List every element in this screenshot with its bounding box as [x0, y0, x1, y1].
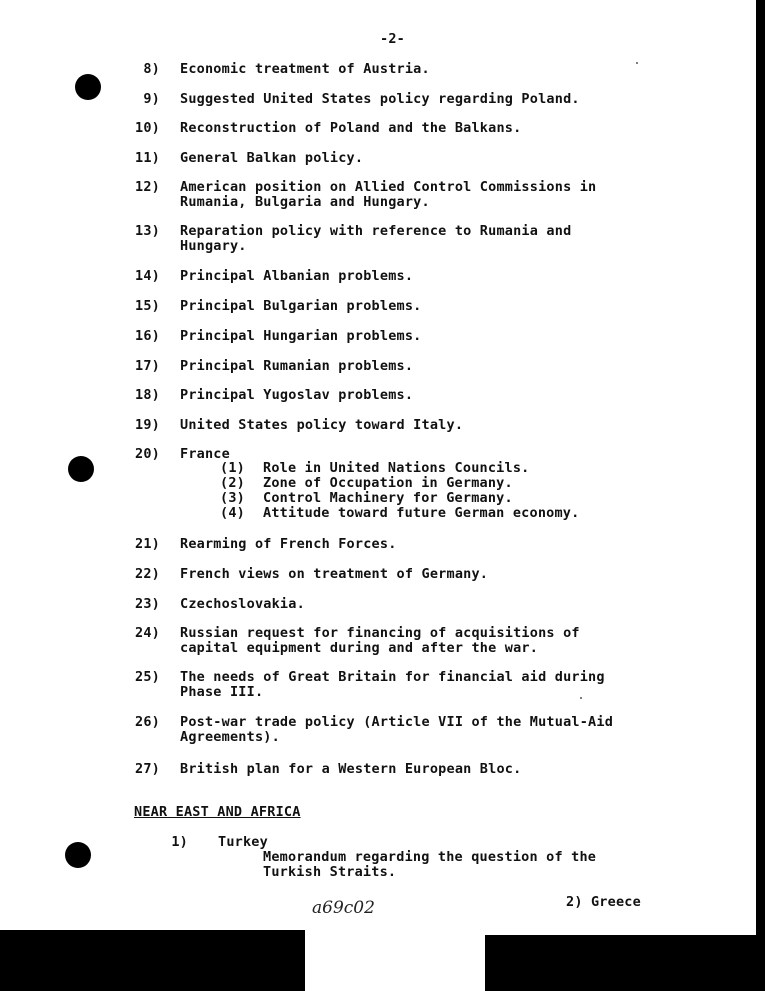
subitem-number: (3) — [220, 490, 245, 506]
item-number: 24) — [135, 625, 160, 641]
item-number: 9) — [143, 91, 160, 107]
scan-speck — [580, 697, 582, 699]
item-number: 11) — [135, 150, 160, 166]
punch-hole-bottom — [65, 842, 91, 868]
item-text: Principal Hungarian problems. — [180, 328, 422, 344]
subitem-number: (1) — [220, 460, 245, 476]
handwritten-note: a69c02 — [312, 898, 375, 918]
item-number: 25) — [135, 669, 160, 685]
near-east-item-title: Turkey — [218, 834, 268, 850]
item-number: 18) — [135, 387, 160, 403]
item-text: Post-war trade policy (Article VII of the Mutual-Aid — [180, 714, 614, 730]
item-number: 12) — [135, 179, 160, 195]
punch-hole-middle — [68, 456, 94, 482]
item-text: American position on Allied Control Commissions in — [180, 179, 597, 195]
item-text: Rearming of French Forces. — [180, 536, 397, 552]
subitem-text: Control Machinery for Germany. — [263, 490, 513, 506]
item-number: 19) — [135, 417, 160, 433]
item-number: 17) — [135, 358, 160, 374]
item-text: Hungary. — [180, 238, 247, 254]
near-east-item-line: Turkish Straits. — [263, 864, 397, 880]
item-number: 13) — [135, 223, 160, 239]
item-text: Economic treatment of Austria. — [180, 61, 430, 77]
item-text: capital equipment during and after the war. — [180, 640, 539, 656]
item-text: General Balkan policy. — [180, 150, 364, 166]
item-text: United States policy toward Italy. — [180, 417, 464, 433]
item-text: Reparation policy with reference to Rumania and — [180, 223, 572, 239]
item-text: Rumania, Bulgaria and Hungary. — [180, 194, 430, 210]
subitem-text: Role in United Nations Councils. — [263, 460, 530, 476]
item-number: 22) — [135, 566, 160, 582]
subitem-number: (2) — [220, 475, 245, 491]
item-number: 15) — [135, 298, 160, 314]
scan-edge-bottom-right — [485, 935, 765, 991]
item-text: British plan for a Western European Bloc. — [180, 761, 522, 777]
scan-edge-bottom-left — [0, 930, 305, 991]
item-number: 27) — [135, 761, 160, 777]
near-east-item-number: 1) — [171, 834, 188, 850]
punch-hole-top — [75, 74, 101, 100]
item-number: 16) — [135, 328, 160, 344]
item-text: Reconstruction of Poland and the Balkans. — [180, 120, 522, 136]
item-text: Suggested United States policy regarding Poland. — [180, 91, 580, 107]
subitem-number: (4) — [220, 505, 245, 521]
next-item-catchword: 2) Greece — [566, 894, 641, 910]
item-number: 8) — [143, 61, 160, 77]
item-text: Principal Bulgarian problems. — [180, 298, 422, 314]
section-heading: NEAR EAST AND AFRICA — [134, 804, 301, 820]
near-east-item-line: Memorandum regarding the question of the — [263, 849, 597, 865]
item-text: Phase III. — [180, 684, 264, 700]
item-number: 21) — [135, 536, 160, 552]
item-text: Principal Albanian problems. — [180, 268, 414, 284]
item-number: 14) — [135, 268, 160, 284]
item-text: Russian request for financing of acquisitions of — [180, 625, 580, 641]
subitem-text: Zone of Occupation in Germany. — [263, 475, 513, 491]
scan-speck — [636, 62, 638, 64]
page-number: -2- — [380, 31, 405, 47]
subitem-text: Attitude toward future German economy. — [263, 505, 580, 521]
item-text: Agreements). — [180, 729, 280, 745]
item-text: Principal Yugoslav problems. — [180, 387, 414, 403]
item-text: Czechoslovakia. — [180, 596, 305, 612]
item-text: The needs of Great Britain for financial aid during — [180, 669, 605, 685]
item-text: French views on treatment of Germany. — [180, 566, 489, 582]
item-text: Principal Rumanian problems. — [180, 358, 414, 374]
scan-edge-right — [756, 0, 765, 991]
item-number: 23) — [135, 596, 160, 612]
item-number: 26) — [135, 714, 160, 730]
item-text: France — [180, 446, 230, 462]
item-number: 20) — [135, 446, 160, 462]
item-number: 10) — [135, 120, 160, 136]
